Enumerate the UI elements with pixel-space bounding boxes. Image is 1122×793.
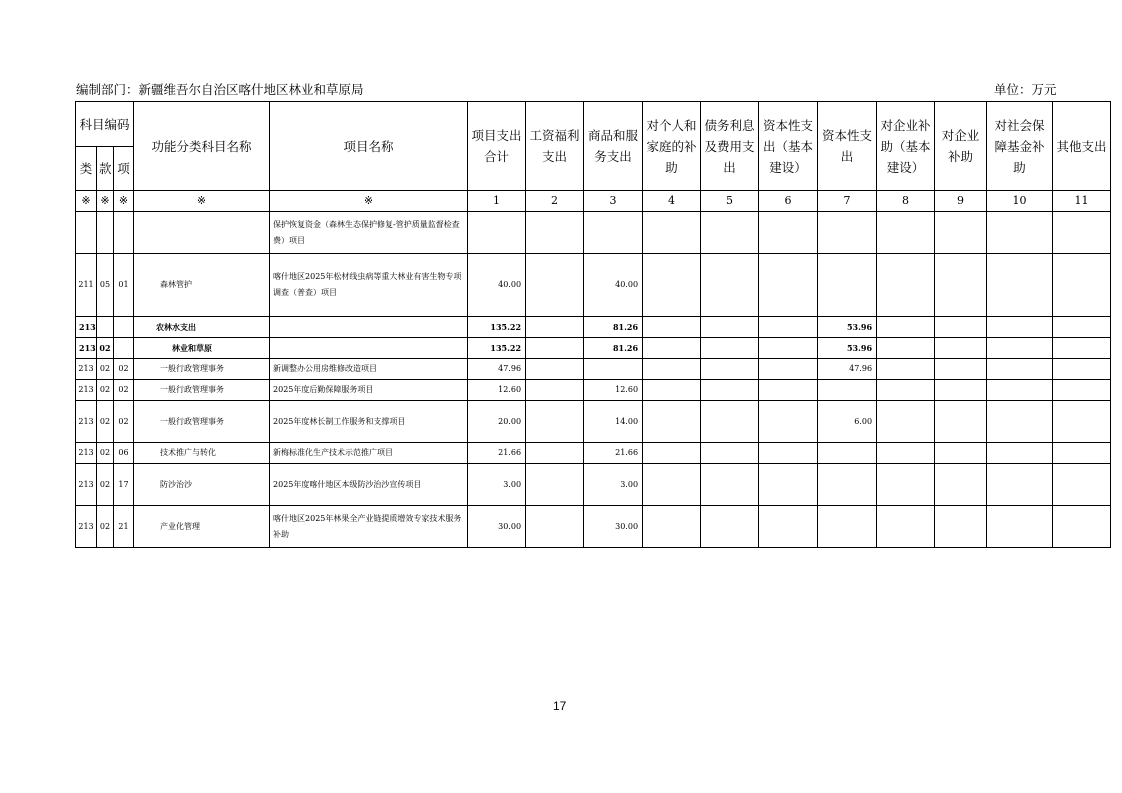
col4-header: 对个人和家庭的补助 xyxy=(643,102,701,191)
item-cell: 06 xyxy=(114,443,134,464)
project-name-cell: 喀什地区2025年松材线虫病等重大林业有害生物专项调查（普查）项目 xyxy=(270,254,468,317)
total-cell: 30.00 xyxy=(468,506,526,548)
section-cell: 02 xyxy=(97,443,114,464)
goods-services-cell: 81.26 xyxy=(584,338,643,359)
func-name-cell: 一般行政管理事务 xyxy=(134,359,270,380)
index-cell: 5 xyxy=(701,191,759,212)
index-cell: 4 xyxy=(643,191,701,212)
index-cell: ※ xyxy=(134,191,270,212)
col9-header: 对企业补助 xyxy=(935,102,987,191)
total-cell: 20.00 xyxy=(468,401,526,443)
item-cell: 02 xyxy=(114,359,134,380)
class-cell: 213 xyxy=(76,443,97,464)
class-cell: 213 xyxy=(76,380,97,401)
index-cell: 7 xyxy=(818,191,877,212)
index-row xyxy=(76,191,1111,212)
item-cell: 02 xyxy=(114,401,134,443)
compiling-department: 编制部门：新疆维吾尔自治区喀什地区林业和草原局 xyxy=(76,82,364,97)
table-row xyxy=(76,443,1111,464)
goods-services-cell: 81.26 xyxy=(584,317,643,338)
func-name-cell: 产业化管理 xyxy=(134,506,270,548)
total-cell: 47.96 xyxy=(468,359,526,380)
section-cell: 02 xyxy=(97,359,114,380)
total-cell: 12.60 xyxy=(468,380,526,401)
goods-services-cell: 40.00 xyxy=(584,254,643,317)
func-name-cell: 森林管护 xyxy=(134,254,270,317)
section-cell xyxy=(97,212,114,254)
goods-services-cell xyxy=(584,359,643,380)
capital-cell: 47.96 xyxy=(818,359,877,380)
capital-cell: 53.96 xyxy=(818,338,877,359)
index-cell: 2 xyxy=(526,191,584,212)
capital-cell xyxy=(818,212,877,254)
subject-code-header: 科目编码 xyxy=(76,102,134,147)
capital-cell xyxy=(818,464,877,506)
goods-services-cell: 30.00 xyxy=(584,506,643,548)
col8-header: 对企业补助（基本建设） xyxy=(877,102,935,191)
index-cell: 6 xyxy=(759,191,818,212)
section-cell: 05 xyxy=(97,254,114,317)
capital-cell xyxy=(818,506,877,548)
total-cell: 40.00 xyxy=(468,254,526,317)
index-cell: 11 xyxy=(1053,191,1111,212)
project-name-cell: 2025年度林长制工作服务和支撑项目 xyxy=(270,401,468,443)
goods-services-cell xyxy=(584,212,643,254)
project-name-header: 项目名称 xyxy=(270,102,468,191)
item-cell xyxy=(114,317,134,338)
capital-cell xyxy=(818,380,877,401)
func-name-cell: 技术推广与转化 xyxy=(134,443,270,464)
table-row xyxy=(76,506,1111,548)
goods-services-cell: 3.00 xyxy=(584,464,643,506)
index-cell: ※ xyxy=(270,191,468,212)
project-name-cell: 保护恢复资金（森林生态保护修复-管护质量监督检查费）项目 xyxy=(270,212,468,254)
func-name-header: 功能分类科目名称 xyxy=(134,102,270,191)
table-row xyxy=(76,401,1111,443)
item-cell xyxy=(114,212,134,254)
index-cell: 3 xyxy=(584,191,643,212)
col10-header: 对社会保障基金补助 xyxy=(987,102,1053,191)
table-row xyxy=(76,254,1111,317)
func-name-cell xyxy=(134,212,270,254)
table-row xyxy=(76,464,1111,506)
total-cell: 135.22 xyxy=(468,338,526,359)
goods-services-cell: 21.66 xyxy=(584,443,643,464)
item-header: 项 xyxy=(114,147,134,191)
project-name-cell: 喀什地区2025年林果全产业链提质增效专家技术服务补助 xyxy=(270,506,468,548)
col11-header: 其他支出 xyxy=(1053,102,1111,191)
index-cell: 8 xyxy=(877,191,935,212)
index-cell: 10 xyxy=(987,191,1053,212)
section-cell: 02 xyxy=(97,506,114,548)
index-cell: ※ xyxy=(97,191,114,212)
class-cell: 213 xyxy=(76,338,97,359)
project-name-cell xyxy=(270,317,468,338)
index-cell: ※ xyxy=(114,191,134,212)
table-row xyxy=(76,359,1111,380)
project-name-cell: 2025年度后勤保障服务项目 xyxy=(270,380,468,401)
total-cell: 3.00 xyxy=(468,464,526,506)
class-cell xyxy=(76,212,97,254)
func-name-cell: 防沙治沙 xyxy=(134,464,270,506)
item-cell: 21 xyxy=(114,506,134,548)
section-cell: 02 xyxy=(97,338,114,359)
class-cell: 213 xyxy=(76,317,97,338)
item-cell: 01 xyxy=(114,254,134,317)
total-cell: 135.22 xyxy=(468,317,526,338)
col6-header: 资本性支出（基本建设） xyxy=(759,102,818,191)
section-cell: 02 xyxy=(97,464,114,506)
index-cell: ※ xyxy=(76,191,97,212)
col1-header: 项目支出合计 xyxy=(468,102,526,191)
class-cell: 213 xyxy=(76,359,97,380)
unit-label: 单位：万元 xyxy=(994,82,1057,97)
budget-table xyxy=(75,101,1111,548)
section-cell: 02 xyxy=(97,380,114,401)
table-row xyxy=(76,338,1111,359)
project-name-cell xyxy=(270,338,468,359)
class-cell: 211 xyxy=(76,254,97,317)
capital-cell xyxy=(818,254,877,317)
capital-cell: 53.96 xyxy=(818,317,877,338)
table-row xyxy=(76,380,1111,401)
total-cell xyxy=(468,212,526,254)
section-header: 款 xyxy=(97,147,114,191)
col2-header: 工资福利支出 xyxy=(526,102,584,191)
capital-cell: 6.00 xyxy=(818,401,877,443)
project-name-cell: 新梅标准化生产技术示范推广项目 xyxy=(270,443,468,464)
func-name-cell: 一般行政管理事务 xyxy=(134,380,270,401)
goods-services-cell: 12.60 xyxy=(584,380,643,401)
item-cell xyxy=(114,338,134,359)
section-cell xyxy=(97,317,114,338)
class-cell: 213 xyxy=(76,464,97,506)
capital-cell xyxy=(818,443,877,464)
section-cell: 02 xyxy=(97,401,114,443)
class-cell: 213 xyxy=(76,401,97,443)
project-name-cell: 2025年度喀什地区本级防沙治沙宣传项目 xyxy=(270,464,468,506)
col7-header: 资本性支出 xyxy=(818,102,877,191)
table-row xyxy=(76,317,1111,338)
func-name-cell: 一般行政管理事务 xyxy=(134,401,270,443)
page-number: 17 xyxy=(553,699,567,713)
class-header: 类 xyxy=(76,147,97,191)
func-name-cell: 农林水支出 xyxy=(134,317,270,338)
col3-header: 商品和服务支出 xyxy=(584,102,643,191)
total-cell: 21.66 xyxy=(468,443,526,464)
index-cell: 9 xyxy=(935,191,987,212)
goods-services-cell: 14.00 xyxy=(584,401,643,443)
col5-header: 债务利息及费用支出 xyxy=(701,102,759,191)
item-cell: 02 xyxy=(114,380,134,401)
item-cell: 17 xyxy=(114,464,134,506)
project-name-cell: 新调整办公用房维修改造项目 xyxy=(270,359,468,380)
table-row xyxy=(76,212,1111,254)
index-cell: 1 xyxy=(468,191,526,212)
func-name-cell: 林业和草原 xyxy=(134,338,270,359)
class-cell: 213 xyxy=(76,506,97,548)
